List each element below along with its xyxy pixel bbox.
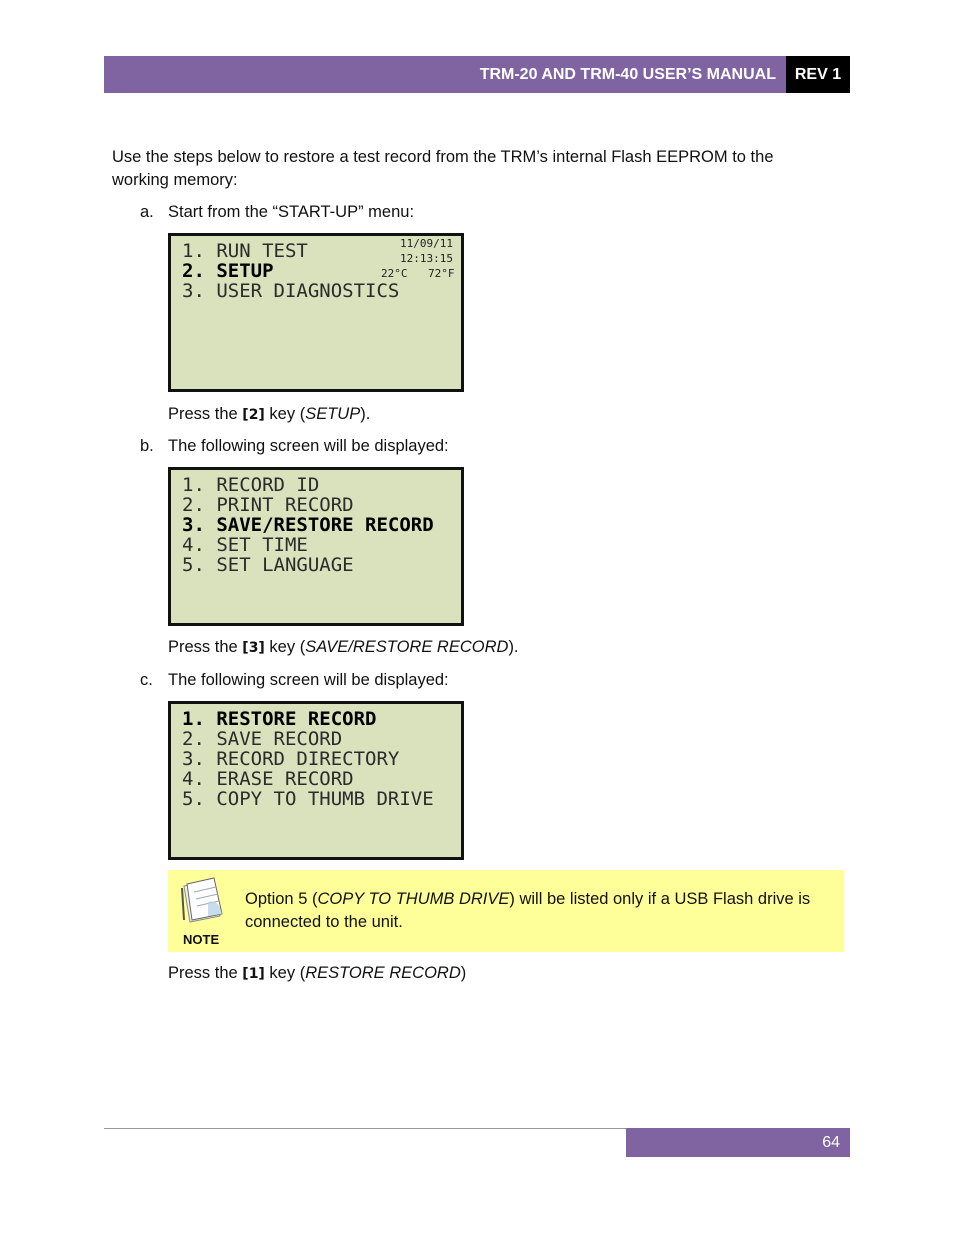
notepad-icon [178,876,228,924]
press-text: Press the [168,964,243,982]
step-a-text: Start from the “START-UP” menu: [168,203,415,221]
lcd-date: 11/09/11 [400,237,453,250]
lcd-line: 3. USER DIAGNOSTICS [182,280,400,302]
key-label: [1] [242,966,265,982]
option-name: RESTORE RECORD [305,964,461,982]
lcd-line: 3. RECORD DIRECTORY [182,748,400,770]
intro-line-1: Use the steps below to restore a test record from the TRM’s internal Flash EEPROM to the [112,148,774,166]
step-c-text: The following screen will be displayed: [168,671,449,689]
lcd-screen-setup [168,467,464,626]
press-text: Press the [168,405,243,423]
press-text: ). [508,638,519,656]
note-label: NOTE [183,932,220,947]
lcd-line: 2. PRINT RECORD [182,494,354,516]
lcd-line: 5. COPY TO THUMB DRIVE [182,788,434,810]
press-text: Press the [168,638,243,656]
press-instruction-b [168,636,519,660]
lcd-line: 4. ERASE RECORD [182,768,354,790]
step-a-label: a. [140,203,154,221]
press-text: key ( [264,405,306,423]
intro-line-2: working memory: [112,171,238,189]
option-name: SETUP [305,405,361,423]
lcd-line-selected: 3. SAVE/RESTORE RECORD [182,514,434,536]
option-name: SAVE/RESTORE RECORD [305,638,509,656]
intro-paragraph [112,146,774,192]
key-label: [2] [242,407,265,423]
footer-rule [104,1128,626,1129]
note-text-part: Option 5 ( [245,890,318,908]
key-label: [3] [242,640,265,656]
lcd-line: 1. RUN TEST [182,240,308,262]
revision-label: REV 1 [794,65,842,83]
step-b-text: The following screen will be displayed: [168,437,449,455]
manual-title: TRM-20 AND TRM-40 USER’S MANUAL [479,65,776,83]
header-title-bar [104,56,786,93]
press-text: ) [460,964,467,982]
lcd-screen-save-restore [168,701,464,860]
revision-badge [786,56,850,93]
note-emphasis: COPY TO THUMB DRIVE [317,890,510,908]
step-b-label: b. [140,437,154,455]
press-text: key ( [264,964,306,982]
lcd-temp-f: 72°F [428,267,455,280]
lcd-line-selected: 1. RESTORE RECORD [182,708,377,730]
note-text-part: ) will be listed only if a USB Flash drive is connected to the unit. [245,890,811,931]
lcd-line: 1. RECORD ID [182,474,320,496]
press-text: ). [360,405,371,423]
press-instruction-a [168,403,370,427]
lcd-line: 5. SET LANGUAGE [182,554,354,576]
step-c-label: c. [140,671,153,689]
page-number: 64 [822,1133,840,1151]
footer-bar [626,1128,850,1157]
press-instruction-c [168,962,466,986]
lcd-temp-c: 22°C [381,267,408,280]
note-text [245,888,835,934]
lcd-time: 12:13:15 [400,252,453,265]
lcd-line: 2. SAVE RECORD [182,728,343,750]
press-text: key ( [264,638,306,656]
lcd-line-selected: 2. SETUP [182,260,274,282]
lcd-line: 4. SET TIME [182,534,308,556]
